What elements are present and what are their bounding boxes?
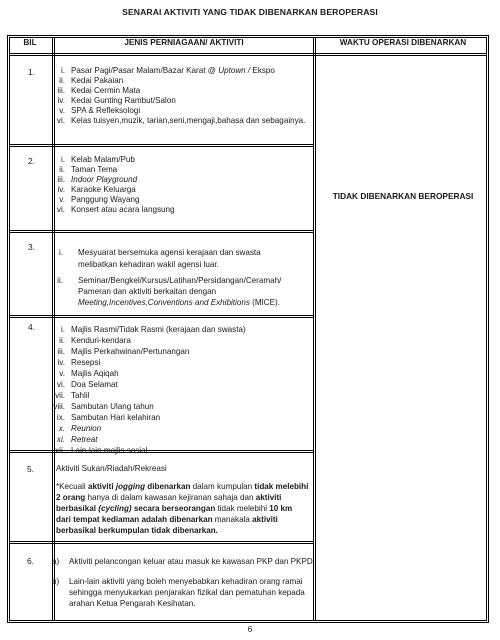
list-item: Kelab Malam/Pub: [71, 155, 135, 164]
item-num: iii.: [57, 175, 65, 184]
row-1-bil: 1.: [28, 67, 35, 77]
list-item: Mesyuarat bersemuka agensi kerajaan dan swasta: [78, 248, 261, 257]
item-num: viii.: [53, 402, 65, 411]
para-line: berbasikal (cycling) secara berseorangan tidak melebihi 10 km: [56, 504, 293, 513]
item-num: ix.: [56, 413, 65, 422]
page-number: 6: [247, 624, 253, 634]
list-item: Retreat: [71, 435, 98, 444]
list-item-cont: sehingga menyukarkan penjarakan fizikal dan pematuhan kepada: [69, 588, 305, 597]
row-6-bil: 6.: [27, 556, 34, 566]
list-item: Karaoke Keluarga: [71, 185, 136, 194]
item-num: iii.: [57, 347, 65, 356]
item-num: vi.: [56, 205, 65, 214]
item-num: v.: [59, 369, 65, 378]
list-item: Lain-lain aktiviti yang boleh menyebabkan kehadiran orang ramai: [69, 577, 303, 586]
list-item: Resepsi: [71, 358, 101, 367]
list-item: Indoor Playground: [71, 175, 138, 184]
item-num: b): [52, 577, 60, 586]
header-waktu: WAKTU OPERASI DIBENARKAN: [339, 38, 467, 47]
row-4-bil: 4.: [28, 322, 35, 332]
list-item: SPA & Refleksologi: [71, 106, 141, 115]
item-num: v.: [59, 195, 65, 204]
list-item: Majlis Perkahwinan/Pertunangan: [71, 347, 190, 356]
item-num: v.: [59, 106, 65, 115]
item-num: ii.: [59, 76, 65, 85]
list-item: Kedai Pakaian: [71, 76, 124, 85]
item-num: ii.: [59, 336, 65, 345]
header-jenis: JENIS PERNIAGAAN/ AKTIVITI: [124, 38, 244, 47]
list-item: Sambutan Hari kelahiran: [71, 413, 161, 422]
list-item: Seminar/Bengkel/Kursus/Latihan/Persidangan/Ceramah/: [78, 276, 282, 285]
list-item: Sambutan Ulang tahun: [71, 402, 154, 411]
page-title: SENARAI AKTIVITI YANG TIDAK DIBENARKAN BEROPERASI: [122, 7, 378, 17]
list-item: Konsert atau acara langsung: [71, 205, 175, 214]
list-item: Kelas tuisyen,muzik, tarian,seni,mengaji,bahasa dan sebagainya.: [71, 116, 306, 125]
item-num: a): [52, 557, 60, 566]
list-item: Majlis Aqiqah: [71, 369, 119, 378]
list-item: Majlis Rasmi/Tidak Rasmi (kerajaan dan swasta): [71, 325, 246, 334]
row-5-heading: Aktiviti Sukan/Riadah/Rekreasi: [56, 464, 167, 473]
para-line: *Kecuali aktiviti jogging dibenarkan dalam kumpulan tidak melebihi: [56, 482, 309, 491]
list-item: Aktiviti pelancongan keluar atau masuk ke kawasan PKP dan PKPD.: [69, 557, 315, 566]
list-item-cont: Pameran dan aktiviti berkaitan dengan: [78, 287, 217, 296]
list-item: Kedai Gunting Rambut/Salon: [71, 96, 176, 105]
item-num: i.: [58, 248, 63, 257]
list-item-cont: arahan Ketua Pengarah Kesihatan.: [69, 599, 196, 608]
list-item: Kedai Cermin Mata: [71, 86, 141, 95]
row-3-bil: 3.: [28, 242, 35, 252]
item-num: iv.: [57, 358, 65, 367]
item-num: i.: [60, 155, 65, 164]
list-item-cont: Meeting,Incentives,Conventions and Exhibitions (MICE).: [78, 298, 280, 307]
para-line: dari tempat kediaman adalah dibenarkan manakala aktiviti: [56, 515, 278, 524]
item-num: iv.: [57, 96, 65, 105]
item-num: x.: [58, 424, 65, 433]
item-num: xii.: [55, 446, 65, 455]
list-item: Taman Tema: [71, 165, 118, 174]
list-item: Kenduri-kendara: [71, 336, 131, 345]
item-num: xi.: [56, 435, 65, 444]
list-item: Doa Selamat: [71, 380, 118, 389]
header-bil: BIL: [23, 38, 37, 47]
para-line: berbasikal berkumpulan tidak dibenarkan.: [56, 526, 218, 535]
row-5-bil: 5.: [27, 464, 34, 474]
item-num: iii.: [57, 86, 65, 95]
list-item: Reunion: [71, 424, 102, 433]
list-item: Tahlil: [71, 391, 90, 400]
item-num: iv.: [57, 185, 65, 194]
item-num: vi.: [56, 116, 65, 125]
list-item: Lain-lain majlis sosial: [71, 446, 148, 455]
para-line: 2 orang hanya di dalam kawasan kejiranan sahaja dan aktiviti: [56, 493, 282, 502]
item-num: ii.: [59, 165, 65, 174]
item-num: ii.: [57, 276, 63, 285]
item-num: vi.: [56, 380, 65, 389]
waktu-value: TIDAK DIBENARKAN BEROPERASI: [332, 191, 474, 201]
item-num: i.: [60, 325, 65, 334]
list-item: Panggung Wayang: [71, 195, 140, 204]
list-item-cont: melibatkan kehadiran wakil agensi luar.: [78, 260, 219, 269]
row-2-bil: 2.: [28, 156, 35, 166]
list-item: Pasar Pagi/Pasar Malam/Bazar Karat @ Uptown / Ekspo: [71, 66, 275, 75]
item-num: i.: [60, 66, 65, 75]
item-num: vii.: [55, 391, 65, 400]
